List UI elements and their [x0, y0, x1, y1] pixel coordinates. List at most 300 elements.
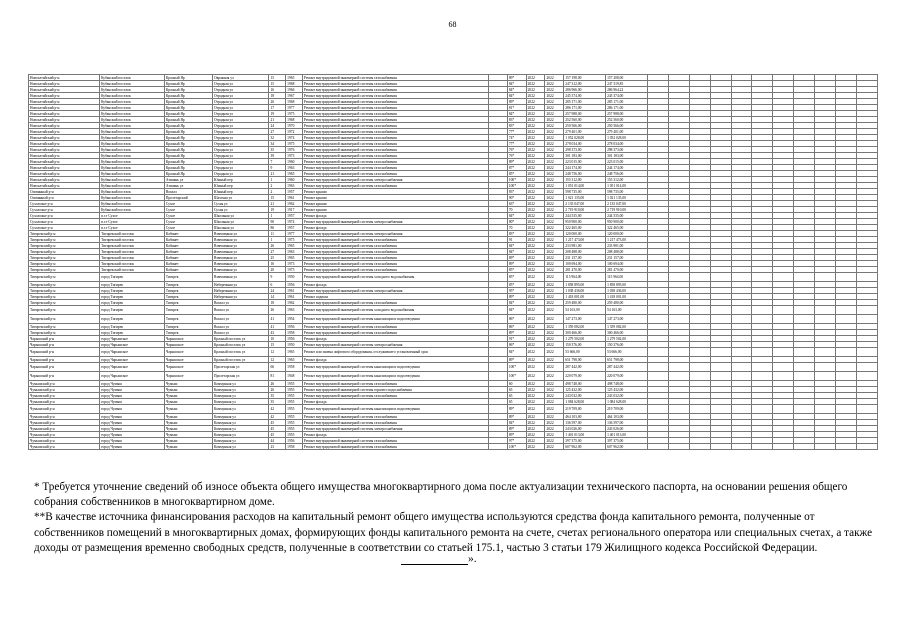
table-cell: Ремонт внутридомовой инженерной системы холодного водоснабжения [302, 306, 488, 315]
table-cell: Отрадная ул [213, 99, 269, 105]
table-cell: 1976 [286, 147, 303, 153]
empty-cell [773, 273, 794, 282]
table-cell: 298 373,00 [606, 147, 648, 153]
table-cell: 1917 [286, 207, 303, 213]
empty-cell [752, 363, 773, 372]
table-cell: 2022 [526, 159, 545, 165]
table-cell: 26 [269, 381, 286, 387]
table-cell: 45 [269, 432, 286, 438]
table-row [29, 348, 878, 357]
table-cell: 19 [269, 207, 286, 213]
table-cell: город Тигирек [100, 306, 165, 315]
table-cell: 219 709,00 [606, 405, 648, 414]
table-cell: Школьная ул [213, 219, 269, 225]
table-cell: 26 [269, 243, 286, 249]
table-cell: 97* [507, 438, 526, 444]
empty-cell [773, 372, 794, 381]
table-cell: Кубанский поселок [100, 177, 165, 183]
table-cell: 1 217 473,00 [564, 237, 606, 243]
table-cell: 84* [507, 111, 526, 117]
table-cell: 252 560,00 [606, 117, 648, 123]
table-cell: Тигирекский р-н [29, 288, 100, 294]
table-cell: 1955 [286, 420, 303, 426]
table-cell: Ремонт внутридомовой инженерной системы газоснабжения [302, 255, 488, 261]
table-cell: 2022 [545, 282, 564, 288]
table-cell: 35 [269, 399, 286, 405]
empty-cell [731, 444, 752, 450]
empty-cell [647, 348, 668, 357]
table-cell: Тигирекский поселок [100, 237, 165, 243]
table-cell: 1955 [286, 432, 303, 438]
table-cell: Оловянный р-н [29, 189, 100, 195]
table-cell: 2022 [545, 195, 564, 201]
empty-cell [710, 444, 731, 450]
table-cell: город Чумыш [100, 405, 165, 414]
table-cell: Кубанский поселок [100, 165, 165, 171]
table-cell: Чарышский р-н [29, 357, 100, 363]
table-cell: 1 401 013,00 [606, 432, 648, 438]
table-cell: 2022 [526, 255, 545, 261]
table-cell: 91 [507, 237, 526, 243]
table-cell: 2022 [545, 165, 564, 171]
table-cell: Чумышский р-н [29, 432, 100, 438]
table-cell: Чарышский р-н [29, 342, 100, 348]
table-cell: 15 [269, 75, 286, 81]
table-cell: 2022 [545, 255, 564, 261]
table-cell: Ремонт фасада [302, 432, 488, 438]
empty-cell [689, 444, 710, 450]
table-cell: 2022 [526, 123, 545, 129]
empty-cell [689, 372, 710, 381]
table-cell: 83* [507, 231, 526, 237]
table-cell: 1956 [286, 336, 303, 342]
table-cell: 21 [269, 117, 286, 123]
table-cell: 1 051 014,00 [606, 183, 648, 189]
table-cell: Тигирекский р-н [29, 282, 100, 288]
table-cell: Взвешенная ул [213, 243, 269, 249]
empty-cell [710, 315, 731, 324]
empty-cell [773, 306, 794, 315]
table-cell: 2022 [526, 315, 545, 324]
table-cell: Школьная ул [213, 225, 269, 231]
table-cell: Красный Яр [164, 141, 212, 147]
table-cell: Чарышский р-н [29, 363, 100, 372]
table-cell: 2022 [545, 348, 564, 357]
table-cell: 2022 [526, 117, 545, 123]
empty-cell [752, 405, 773, 414]
table-cell: 244 174,00 [606, 165, 648, 171]
table-cell: 2 719 910,00 [606, 207, 648, 213]
table-cell: Ремонт внутридомовой инженерной системы газоснабжения [302, 87, 488, 93]
table-cell: Взвешенная ул [213, 267, 269, 273]
table-cell: Взвешенная ул [213, 249, 269, 255]
table-cell: 157 208,00 [606, 75, 648, 81]
empty-cell [668, 306, 689, 315]
table-cell: Ремонт внутридомовой инженерной системы газоснабжения [302, 111, 488, 117]
table-cell: 84* [507, 81, 526, 87]
table-cell: 89* [507, 159, 526, 165]
table-cell: 155 312,00 [564, 177, 606, 183]
table-cell: 244 535,00 [606, 213, 648, 219]
empty-cell [856, 273, 877, 282]
table-cell: город Чумыш [100, 432, 165, 438]
empty-cell [815, 363, 836, 372]
table-cell: Шахтная ул [213, 195, 269, 201]
table-row [29, 306, 878, 315]
table-cell: Тигирек [164, 294, 212, 300]
table-cell: Новоалтайский р-н [29, 135, 100, 141]
table-cell: Тигирек [164, 315, 212, 324]
table-row [29, 405, 878, 414]
table-cell: 285 171,00 [564, 99, 606, 105]
table-cell: Сухоложье р-н [29, 213, 100, 219]
table-cell: 1968 [286, 81, 303, 87]
table-cell: 2022 [526, 225, 545, 231]
table-cell [489, 273, 508, 282]
table-cell: 120 000,00 [564, 231, 606, 237]
table-cell: 2022 [526, 336, 545, 342]
table-cell: 136 597,00 [606, 420, 648, 426]
table-cell: 87* [507, 165, 526, 171]
empty-cell [773, 315, 794, 324]
table-cell: Чарышское [164, 357, 212, 363]
table-cell: 1963 [286, 306, 303, 315]
table-cell: Кубанский поселок [100, 99, 165, 105]
table-row [29, 273, 878, 282]
table-cell: 1956 [286, 438, 303, 444]
table-cell: 89* [507, 75, 526, 81]
table-cell: Ремонт внутридомовой инженерной системы электроснабжения [302, 219, 488, 225]
table-cell: 2022 [526, 177, 545, 183]
table-cell: 244 174,00 [564, 165, 606, 171]
empty-cell [773, 405, 794, 414]
table-cell: 155 312,00 [606, 177, 648, 183]
table-cell: Ремонт внутридомовой инженерной системы газоснабжения [302, 414, 488, 420]
table-cell: 1956 [286, 282, 303, 288]
table-cell: 1965 [286, 255, 303, 261]
table-cell: 41 [269, 315, 286, 324]
table-cell: город Тигирек [100, 294, 165, 300]
table-cell: 1975 [286, 267, 303, 273]
table-cell: 21 [269, 171, 286, 177]
empty-cell [794, 348, 815, 357]
table-cell: Красный Яр [164, 111, 212, 117]
table-cell: 1974 [286, 135, 303, 141]
table-cell: Чумыш [164, 438, 212, 444]
table-cell: 1960 [286, 177, 303, 183]
table-cell: город Тигирек [100, 324, 165, 330]
table-cell: Ремонт фасада [302, 357, 488, 363]
empty-cell [647, 405, 668, 414]
table-cell: 2022 [526, 201, 545, 207]
table-cell: 1975 [286, 237, 303, 243]
table-cell: Новоалтайский р-н [29, 147, 100, 153]
table-cell: 2022 [545, 315, 564, 324]
empty-cell [668, 444, 689, 450]
table-cell: Ремонт внутридомовой инженерной системы газоснабжения [302, 438, 488, 444]
table-cell: 89* [507, 405, 526, 414]
table-cell: 1957 [286, 225, 303, 231]
table-cell: Отрадная ул [213, 153, 269, 159]
table-cell: Коммунная ул [213, 432, 269, 438]
table-cell: Сухоложье р-н [29, 201, 100, 207]
table-cell: Ремонт внутридомовой инженерной системы газоснабжения [302, 159, 488, 165]
table-cell: Сухоложье р-н [29, 207, 100, 213]
empty-cell [836, 306, 857, 315]
table-cell: 45 [269, 426, 286, 432]
table-cell: 18 [269, 300, 286, 306]
table-cell: город Чумыш [100, 420, 165, 426]
empty-cell [710, 306, 731, 315]
closing-line [401, 553, 477, 565]
table-cell: 89* [507, 330, 526, 336]
table-cell: 86 [269, 225, 286, 231]
table-cell: 1963 [286, 249, 303, 255]
table-cell: Новоалтайский р-н [29, 165, 100, 171]
table-cell: Пролетарский [164, 195, 212, 201]
table-cell: Тигирекский р-н [29, 300, 100, 306]
table-cell: 2022 [526, 135, 545, 141]
table-cell: Красный Яр [164, 147, 212, 153]
table-cell: Новоалтайский р-н [29, 183, 100, 189]
empty-cell [836, 273, 857, 282]
empty-cell [731, 315, 752, 324]
table-cell: Ремонт внутридомовой инженерной системы газоснабжения [302, 381, 488, 387]
table-cell: 301 183,00 [606, 153, 648, 159]
table-cell: 15 [269, 195, 286, 201]
table-cell: Тигирекский р-н [29, 294, 100, 300]
table-cell: 2 [269, 189, 286, 195]
table-cell: 54 163,00 [564, 306, 606, 315]
table-cell: Оловянный р-н [29, 195, 100, 201]
table-cell: 35 [269, 393, 286, 399]
table-cell: 2022 [526, 75, 545, 81]
table-cell: Кубанский поселок [100, 111, 165, 117]
table-row [29, 444, 878, 450]
table-cell: 1975 [286, 141, 303, 147]
empty-cell [752, 273, 773, 282]
table-cell: Ремонт внутридомовой инженерной системы газоснабжения [302, 171, 488, 177]
table-cell: 231 157,00 [564, 255, 606, 261]
table-cell: 1973 [286, 261, 303, 267]
footnotes [34, 480, 874, 556]
table-cell: 2022 [545, 261, 564, 267]
table-cell: Чумыш [164, 387, 212, 393]
table-cell: 2022 [526, 363, 545, 372]
table-row [29, 363, 878, 372]
table-cell: 1968 [286, 117, 303, 123]
table-cell: 1 418 001,00 [564, 294, 606, 300]
table-cell: Пролетарская ул [213, 372, 269, 381]
table-cell: Отрадная ул [213, 129, 269, 135]
table-cell: Тигирек [164, 273, 212, 282]
table-cell: Новоалтайский р-н [29, 105, 100, 111]
table-cell: п.г.т Сухое [100, 213, 165, 219]
table-cell: 250 566,00 [564, 123, 606, 129]
table-cell: 74* [507, 135, 526, 141]
table-cell: 651 798,00 [606, 357, 648, 363]
table-cell: Ремонт внутридомовой инженерной системы газоснабжения [302, 117, 488, 123]
table-cell: Кубанский поселок [100, 189, 165, 195]
table-cell: 1974 [286, 219, 303, 225]
empty-cell [647, 315, 668, 324]
empty-cell [689, 405, 710, 414]
table-cell: 300 466,00 [606, 330, 648, 336]
table-cell: город Чарышское [100, 357, 165, 363]
table-cell: Ремонт или замена лифтового оборудования, отслужившего установленный срок [302, 348, 488, 357]
table-cell: 2022 [526, 147, 545, 153]
table-cell: город Чумыш [100, 438, 165, 444]
table-cell: 2022 [545, 330, 564, 336]
table-cell: город Чарышское [100, 342, 165, 348]
table-cell: Тигирекский р-н [29, 237, 100, 243]
table-cell: Тигирекский р-н [29, 324, 100, 330]
empty-cell [836, 372, 857, 381]
table-cell: 12 [269, 357, 286, 363]
table-grid [28, 74, 878, 450]
table-cell: Чумыш [164, 432, 212, 438]
table-cell: Отрадная ул [213, 117, 269, 123]
table-cell: 100* [507, 444, 526, 450]
empty-cell [752, 348, 773, 357]
table-cell: 1 084 628,00 [606, 399, 648, 405]
table-cell: Отрадная ул [213, 159, 269, 165]
table-cell: Ремонт внутридомовой инженерной системы газоснабжения [302, 420, 488, 426]
table-cell: 20 [269, 267, 286, 273]
table-cell: Красный Яр [164, 81, 212, 87]
empty-cell [647, 372, 668, 381]
table-cell: 2022 [545, 213, 564, 219]
table-cell: 2022 [526, 93, 545, 99]
table-cell: Ремонт фасада [302, 336, 488, 342]
table-cell: 2022 [526, 420, 545, 426]
table-cell: 18 [269, 93, 286, 99]
table-cell: Отрадная ул [213, 81, 269, 87]
table-cell: Взвешенная ул [213, 237, 269, 243]
empty-cell [773, 444, 794, 450]
table-cell: 208 488,00 [564, 249, 606, 255]
empty-cell [752, 444, 773, 450]
table-cell: 2022 [526, 81, 545, 87]
table-cell: 1955 [286, 405, 303, 414]
table-cell: 136 597,00 [564, 420, 606, 426]
table-cell: Взвешенная ул [213, 261, 269, 267]
table-cell: Ремонт внутридомовой инженерной системы газоснабжения [302, 183, 488, 189]
footnote-2: **В качестве источника финансирования расходов на капитальный ремонт общего имущества используются средства фонда капитального ремонта, полученные от собственников помещений в многоквартирных домах, формирующих фонды капитального ремонта на счете, счетах регионального оператора или специальных счетах, а также доходы от размещения временно свободных средств, полученные в соответствии со статьей 175.1, частью 3 статьи 179 Жилищного кодекса Российской Федерации. [34, 511, 873, 554]
table-cell: 281 470,00 [564, 267, 606, 273]
table-cell: 24 [269, 288, 286, 294]
table-row [29, 315, 878, 324]
table-cell: 2022 [526, 105, 545, 111]
table-cell: 65 [507, 387, 526, 393]
table-cell: Тигирекский поселок [100, 267, 165, 273]
table-row [29, 372, 878, 381]
table-cell: Красный поселок ул [213, 357, 269, 363]
table-cell: Ремонт внутридомовой инженерной системы холодного водоснабжения [302, 273, 488, 282]
table-cell: Сухая ул [213, 207, 269, 213]
table-cell: 1 038 436,00 [564, 288, 606, 294]
table-cell: Чарышское [164, 363, 212, 372]
table-cell: Чарышское [164, 336, 212, 342]
table-cell: 2022 [526, 381, 545, 387]
table-cell: Ремонт внутридомовой инженерной системы газоснабжения [302, 75, 488, 81]
table-cell: 89* [507, 414, 526, 420]
table-cell: 2022 [526, 324, 545, 330]
table-cell: Ремонт фасада [302, 399, 488, 405]
table-cell: 2022 [526, 414, 545, 420]
table-cell: 2022 [545, 111, 564, 117]
table-cell: город Чумыш [100, 381, 165, 387]
table-cell: Ремонт внутридомовой инженерной системы электроснабжения [302, 177, 488, 183]
table-cell: п.г.т Сухое [100, 225, 165, 231]
table-cell: 84* [507, 420, 526, 426]
table-cell: 2022 [545, 405, 564, 414]
table-cell: 2022 [545, 201, 564, 207]
table-cell: Кубанский поселок [100, 147, 165, 153]
table-cell: Тигирекский р-н [29, 249, 100, 255]
table-cell: 65 [507, 393, 526, 399]
table-cell: 278 034,00 [606, 141, 648, 147]
table-cell: город Чумыш [100, 426, 165, 432]
table-cell: 2022 [545, 399, 564, 405]
table-cell: 84* [507, 300, 526, 306]
empty-cell [647, 363, 668, 372]
table-cell: город Чумыш [100, 393, 165, 399]
table-cell: Тигирекский р-н [29, 231, 100, 237]
empty-cell [856, 315, 877, 324]
table-cell: Кубанский поселок [100, 207, 165, 213]
table-cell: 2022 [545, 249, 564, 255]
table-cell: 1955 [286, 381, 303, 387]
empty-cell [815, 348, 836, 357]
table-cell: 2022 [526, 111, 545, 117]
table-cell: 2022 [545, 324, 564, 330]
empty-cell [794, 363, 815, 372]
table-cell: Красный Яр [164, 105, 212, 111]
table-cell: город Тигирек [100, 282, 165, 288]
table-cell: Чумышский р-н [29, 426, 100, 432]
table-cell: 1958 [286, 363, 303, 372]
table-cell: 44 [269, 438, 286, 444]
table-cell: 219 709,00 [564, 405, 606, 414]
table-cell: 2022 [526, 330, 545, 336]
table-cell: 397 375,00 [564, 438, 606, 444]
table-cell: 95* [507, 288, 526, 294]
empty-cell [836, 363, 857, 372]
table-cell: Сухое [164, 213, 212, 219]
table-cell: 84* [507, 306, 526, 315]
table-cell [489, 348, 508, 357]
table-cell: Тигирекский р-н [29, 330, 100, 336]
table-cell: 1977 [286, 105, 303, 111]
table-cell: Чарышский р-н [29, 336, 100, 342]
table-cell: Ремонт внутридомовой инженерной системы электроснабжения [302, 231, 488, 237]
table-cell: 1 418 001,00 [606, 294, 648, 300]
table-cell: Кабинет [164, 267, 212, 273]
table-cell: 115 964,00 [564, 273, 606, 282]
table-cell: 1 052 028,00 [564, 135, 606, 141]
table-cell: 286 964,22 [606, 87, 648, 93]
table-cell: 259 480,00 [564, 300, 606, 306]
table-cell: 1 052 028,00 [606, 135, 648, 141]
closing-quote: ». [468, 553, 477, 565]
empty-cell [773, 348, 794, 357]
table-cell: Ремонт внутридомовой инженерной системы газоснабжения [302, 237, 488, 243]
table-cell: 54 163,00 [606, 306, 648, 315]
table-cell: 84* [507, 249, 526, 255]
table-cell: Тигирек [164, 306, 212, 315]
table-cell: 243 032,00 [606, 393, 648, 399]
